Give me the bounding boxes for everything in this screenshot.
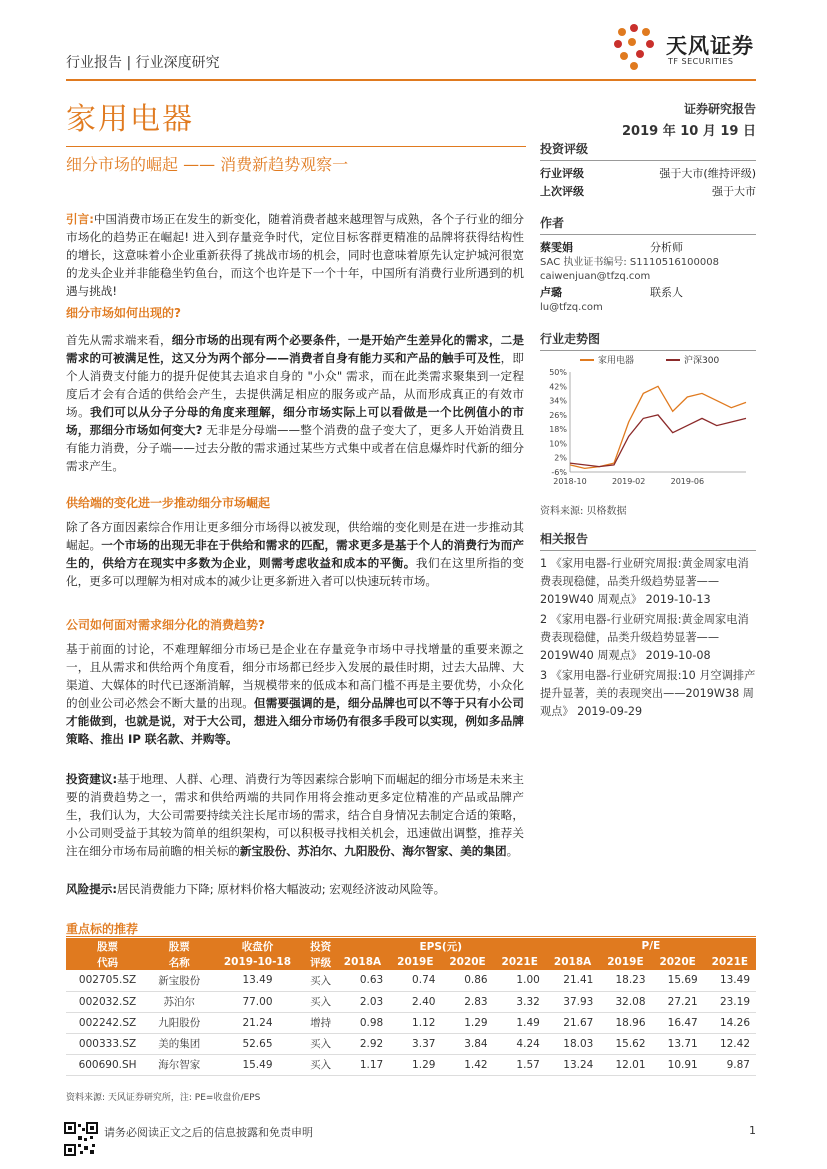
report-date: 2019 年 10 月 19 日	[622, 124, 756, 139]
table-cell: 13.71	[652, 1033, 704, 1054]
industry-rating-row: 行业评级 强于大市(维持评级)	[540, 167, 756, 180]
table-cell: 002705.SZ	[66, 970, 149, 991]
table-cell: 18.03	[546, 1033, 600, 1054]
y-tick-label: 26%	[549, 410, 567, 420]
table-cell: 4.24	[494, 1033, 546, 1054]
table-cell: 15.62	[599, 1033, 651, 1054]
table-cell: 002242.SZ	[66, 1012, 149, 1033]
table-row	[66, 1054, 756, 1075]
table-cell: 1.57	[494, 1054, 546, 1075]
table-row	[66, 991, 756, 1012]
table-cell: 1.17	[336, 1054, 390, 1075]
sector-title: 家用电器	[66, 102, 194, 137]
table-cell: 1.29	[441, 1012, 493, 1033]
table-row	[66, 1033, 756, 1054]
title-rule	[66, 146, 526, 147]
author-2-email[interactable]: lu@tfzq.com	[540, 302, 603, 313]
table-cell: 16.47	[652, 1012, 704, 1033]
table-cell: 九阳股份	[149, 1012, 209, 1033]
y-tick-label: 10%	[549, 439, 567, 449]
table-cell: 52.65	[209, 1033, 305, 1054]
section-heading-3: 公司如何面对需求细分化的消费趋势?	[66, 618, 265, 632]
section-heading-2: 供给端的变化进一步推动细分市场崛起	[66, 496, 271, 510]
author-1-cert: SAC 执业证书编号: S1110516100008	[540, 257, 719, 268]
report-kind: 证券研究报告	[683, 102, 756, 116]
table-cell: 14.26	[704, 1012, 756, 1033]
table-head-row-1: 股票 股票 收盘价 投资 EPS(元) P/E	[66, 938, 756, 954]
table-cell: 1.00	[494, 970, 546, 991]
series-line-1	[570, 386, 746, 468]
risk-warning: 风险提示:居民消费能力下降; 原材料价格大幅波动; 宏观经济波动风险等。	[66, 882, 446, 896]
x-tick-label: 2019-02	[611, 477, 646, 486]
intro-paragraph: 引言:中国消费市场正在发生的新变化，随着消费者越来越理智与成熟，各个子行业的细分市场化的趋势正在崛起! 进入到存量竞争时代，定位目标客群更精准的品牌将获得结构性的增长，这意味着小企业重新获得了挑战市场的机会，同时也意味着原先认定护城河很宽的龙头企业并非能稳坐钓鱼台，而这个也许是下一个十年，中国所有消费行业所遇到的机遇与挑战!	[66, 212, 524, 298]
table-cell: 1.42	[441, 1054, 493, 1075]
table-cell: 2.40	[389, 991, 441, 1012]
section-1-paragraph: 首先从需求端来看，细分市场的出现有两个必要条件，一是开始产生差异化的需求，二是需求的可被满足性，这又分为两个部分——消费者自身有能力买和产品的触手可及性，即个人消费支付能力的提升促使其去追求自身的 "小众" 需求，而在此类需求聚集到一定程度后才会有合适的供给会产生，去提供满足相应的服务或产品，从而形成真正的有效市场。我们可以从分子分母的角度来理解，细分市场实际上可以看做是一个比例值小的市场，那细分市场如何变大? 无非是分母端——整个消费的盘子变大了，更多人开始消费且有能力消费，分子端——过去分散的需求通过某些方式集中或者在信息爆炸时代新的细分需求产生。	[66, 333, 524, 473]
table-col-header: 2019E	[599, 954, 651, 970]
author-2: 卢璐 联系人	[540, 286, 683, 299]
table-cell: 000333.SZ	[66, 1033, 149, 1054]
header-rule	[66, 79, 756, 81]
table-col-header: 2018A	[546, 954, 600, 970]
table-cell: 13.24	[546, 1054, 600, 1075]
trend-chart	[540, 350, 756, 500]
table-cell: 1.29	[389, 1054, 441, 1075]
x-tick-label: 2018-10	[553, 477, 587, 486]
table-cell: 买入	[306, 1054, 336, 1075]
table-cell: 增持	[306, 1012, 336, 1033]
table-col-header: 2021E	[494, 954, 546, 970]
table-cell: 1.49	[494, 1012, 546, 1033]
author-1-email[interactable]: caiwenjuan@tfzq.com	[540, 271, 651, 282]
x-tick-label: 2019-06	[670, 477, 705, 486]
table-col-header: 评级	[306, 954, 336, 970]
table-row	[66, 970, 756, 991]
table-cell: 18.23	[599, 970, 651, 991]
author-1: 蔡雯娟 分析师	[540, 241, 683, 254]
table-cell: 12.01	[599, 1054, 651, 1075]
related-report-2[interactable]: 2 《家用电器-行业研究周报:黄金周家电消费表现稳健，品类升级趋势显著——2019W40 周观点》 2019-10-08	[540, 613, 749, 662]
table-cell: 买入	[306, 991, 336, 1012]
table-cell: 0.86	[441, 970, 493, 991]
table-cell: 13.49	[209, 970, 305, 991]
related-report-3[interactable]: 3 《家用电器-行业研究周报:10 月空调排产提升显著，美的表现突出——2019W38 周观点》 2019-09-29	[540, 669, 756, 718]
table-cell: 15.49	[209, 1054, 305, 1075]
table-col-header: 2019-10-18	[209, 954, 305, 970]
table-cell: 3.37	[389, 1033, 441, 1054]
prev-rating-row: 上次评级 强于大市	[540, 185, 756, 198]
table-cell: 15.69	[652, 970, 704, 991]
section-2-paragraph: 除了各方面因素综合作用让更多细分市场得以被发现，供给端的变化则是在进一步推动其崛起。一个市场的出现无非在于供给和需求的匹配，需求更多是基于个人的消费行为而产生的，供给方在现实中多数为企业，则需考虑收益和成本的平衡。我们在这里所指的变化，更多可以理解为相对成本的减少让更多新进入者可以快速玩转市场。	[66, 520, 524, 588]
table-cell: 买入	[306, 1033, 336, 1054]
report-type: 行业报告 | 行业深度研究	[66, 55, 220, 71]
page-number: 1	[749, 1124, 756, 1137]
table-cell: 77.00	[209, 991, 305, 1012]
disclaimer-link[interactable]: 请务必阅读正文之后的信息披露和免责申明	[104, 1126, 313, 1139]
legend-label-2: 沪深300	[684, 356, 720, 366]
section-heading-1: 细分市场如何出现的?	[66, 306, 181, 320]
table-cell: 买入	[306, 970, 336, 991]
table-cell: 18.96	[599, 1012, 651, 1033]
table-col-header: 代码	[66, 954, 149, 970]
table-col-header: 2018A	[336, 954, 390, 970]
related-title: 相关报告	[540, 532, 589, 546]
table-title: 重点标的推荐	[66, 922, 139, 936]
legend-label-1: 家用电器	[598, 356, 635, 366]
table-cell: 2.03	[336, 991, 390, 1012]
y-tick-label: -6%	[551, 468, 567, 477]
chart-source: 资料来源: 贝格数据	[540, 506, 627, 517]
table-cell: 2.92	[336, 1033, 390, 1054]
table-cell: 海尔智家	[149, 1054, 209, 1075]
table-cell: 600690.SH	[66, 1054, 149, 1075]
series-line-2	[570, 415, 746, 467]
table-row	[66, 1012, 756, 1033]
table-head-row-2	[66, 954, 756, 970]
y-tick-label: 50%	[549, 368, 567, 377]
table-cell: 21.67	[546, 1012, 600, 1033]
table-cell: 2.83	[441, 991, 493, 1012]
logo-name-en: TF SECURITIES	[668, 57, 734, 66]
rating-box	[540, 140, 756, 201]
table-col-header: 2020E	[441, 954, 493, 970]
author-title: 作者	[540, 216, 565, 230]
table-cell: 10.91	[652, 1054, 704, 1075]
report-title: 细分市场的崛起 —— 消费新趋势观察一	[66, 155, 349, 174]
logo-name-cn: 天风证券	[666, 34, 754, 58]
table-cell: 21.24	[209, 1012, 305, 1033]
table-source: 资料来源: 天风证券研究所，注: PE=收盘价/EPS	[66, 1093, 261, 1103]
table-cell: 0.98	[336, 1012, 390, 1033]
trend-title: 行业走势图	[540, 332, 601, 346]
related-report-1[interactable]: 1 《家用电器-行业研究周报:黄金周家电消费表现稳健，品类升级趋势显著——2019W40 周观点》 2019-10-13	[540, 557, 749, 606]
table-cell: 32.08	[599, 991, 651, 1012]
table-col-header: 2019E	[389, 954, 441, 970]
trend-box	[540, 330, 756, 351]
stock-table	[66, 938, 756, 1076]
y-tick-label: 34%	[549, 396, 567, 406]
table-cell: 23.19	[704, 991, 756, 1012]
y-tick-label: 18%	[549, 425, 567, 435]
table-cell: 苏泊尔	[149, 991, 209, 1012]
table-col-header: 2020E	[652, 954, 704, 970]
table-cell: 002032.SZ	[66, 991, 149, 1012]
table-cell: 21.41	[546, 970, 600, 991]
rating-title: 投资评级	[540, 142, 589, 156]
section-3-paragraph: 基于前面的讨论，不难理解细分市场已是企业在存量竞争市场中寻找增量的重要来源之一，且从需求和供给两个角度看，细分市场都已经步入发展的最佳时期，过去大品牌、大渠道、大媒体的时代已逐渐消解，当规模带来的低成本和高门槛不再是主要优势，小众化的创业公司必然会不断大量的出现。但需要强调的是，细分品牌也可以不等于只有小公司才能做到，也就是说，对于大公司，想进入细分市场仍有很多手段可以实现，例如多品牌策略、推出 IP 联名款、并购等。	[66, 642, 524, 746]
table-cell: 1.12	[389, 1012, 441, 1033]
table-cell: 37.93	[546, 991, 600, 1012]
table-cell: 13.49	[704, 970, 756, 991]
qr-code-icon	[64, 1122, 98, 1156]
table-cell: 3.32	[494, 991, 546, 1012]
y-tick-label: 2%	[554, 453, 567, 463]
table-cell: 12.42	[704, 1033, 756, 1054]
related-box	[540, 530, 756, 721]
table-cell: 27.21	[652, 991, 704, 1012]
table-cell: 0.74	[389, 970, 441, 991]
table-cell: 0.63	[336, 970, 390, 991]
author-box	[540, 214, 756, 315]
table-cell: 新宝股份	[149, 970, 209, 991]
table-cell: 3.84	[441, 1033, 493, 1054]
y-tick-label: 42%	[549, 382, 567, 392]
investment-advice: 投资建议:基于地理、人群、心理、消费行为等因素综合影响下而崛起的细分市场是未来主要的消费趋势之一，需求和供给两端的共同作用将会推动更多定位精准的产品或品牌产生，我们认为，大公司需要持续关注长尾市场的需求，结合自身情况去制定合适的策略，小公司则受益于其较为简单的组织架构，可以积极寻找相关机会，迅速做出调整，推荐关注在细分市场布局前瞻的相关标的新宝股份、苏泊尔、九阳股份、海尔智家、美的集团。	[66, 772, 524, 858]
table-cell: 9.87	[704, 1054, 756, 1075]
table-col-header: 2021E	[704, 954, 756, 970]
table-col-header: 名称	[149, 954, 209, 970]
table-cell: 美的集团	[149, 1033, 209, 1054]
